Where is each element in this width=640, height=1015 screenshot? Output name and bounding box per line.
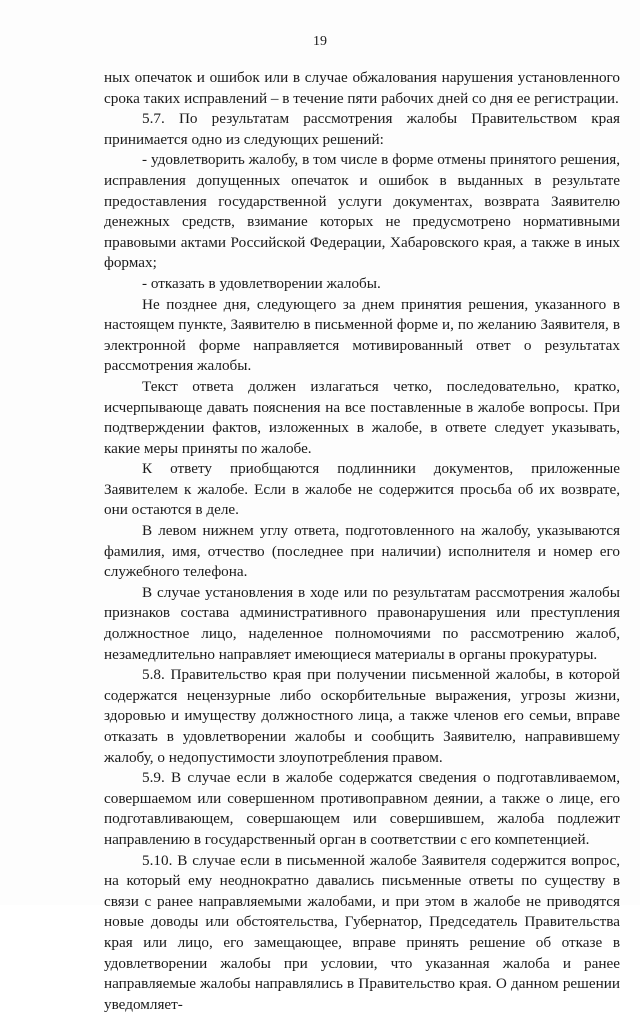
paragraph: К ответу приобщаются подлинники документов, приложенные Заявителем к жалобе. Если в жалобе не содержится просьба об их возврате, они остаются в деле. [104, 460, 620, 519]
page-number: 19 [313, 34, 327, 49]
paragraph: 5.7. По результатам рассмотрения жалобы Правительством края принимается одно из следующих решений: [104, 110, 620, 148]
paragraph: Не позднее дня, следующего за днем принятия решения, указанного в настоящем пункте, Заявителю в письменной форме и, по желанию Заявителя, в электронной форме направляется мотивированный ответ о результатах рассмотрения жалобы. [104, 295, 620, 375]
paragraph: В случае установления в ходе или по результатам рассмотрения жалобы признаков состава административного правонарушения или преступления должностное лицо, наделенное полномочиями по рассмотрению жалоб, незамедлительно направляет имеющиеся материалы в органы прокуратуры. [104, 583, 620, 663]
paragraph: 5.9. В случае если в жалобе содержатся сведения о подготавливаемом, совершаемом или совершенном противоправном деянии, а также о лице, его подготавливающем, совершающем или совершившем, жалоба подлежит направлению в государственный орган в соответствии с его компетенцией. [104, 769, 620, 848]
paragraph: 5.8. Правительство края при получении письменной жалобы, в которой содержатся нецензурные либо оскорбительные выражения, угрозы жизни, здоровью и имуществу должностного лица, а также членов его семьи, вправе отказать в удовлетворении жалобы и сообщить Заявителю, направившему жалобу, о недопустимости злоупотребления правом. [104, 666, 620, 766]
paragraph: - отказать в удовлетворении жалобы. [142, 274, 381, 292]
paragraph: В левом нижнем углу ответа, подготовленного на жалобу, указываются фамилия, имя, отчество (последнее при наличии) исполнителя и номер его служебного телефона. [104, 522, 620, 581]
paragraph: 5.10. В случае если в письменной жалобе Заявителя содержится вопрос, на который ему неоднократно давались письменные ответы по существу в связи с ранее направляемыми жалобами, и при этом в жалобе не приводятся новые доводы или обстоятельства, Губернатор, Председатель Правительства края или лицо, его замещающее, вправе принять решение об отказе в удовлетворении жалобы при условии, что указанная жалоба и ранее направляемые жалобы направлялись в Правительство края. О данном решении уведомляет- [104, 851, 620, 1013]
body-text [104, 68, 620, 1015]
paragraph: ных опечаток и ошибок или в случае обжалования нарушения установленного срока таких исправлений – в течение пяти рабочих дней со дня ее регистрации. [104, 69, 620, 107]
paragraph: - удовлетворить жалобу, в том числе в форме отмены принятого решения, исправления допущенных опечаток и ошибок в выданных в результате предоставления государственной услуги документах, возврата Заявителю денежных средств, взимание которых не предусмотрено нормативными правовыми актами Российской Федерации, Хабаровского края, а также в иных формах; [104, 151, 620, 272]
paragraph: Текст ответа должен излагаться четко, последовательно, кратко, исчерпывающе давать пояснения на все поставленные в жалобе вопросы. При подтверждении фактов, изложенных в жалобе, в ответе следует указывать, какие меры приняты по жалобе. [104, 377, 620, 457]
